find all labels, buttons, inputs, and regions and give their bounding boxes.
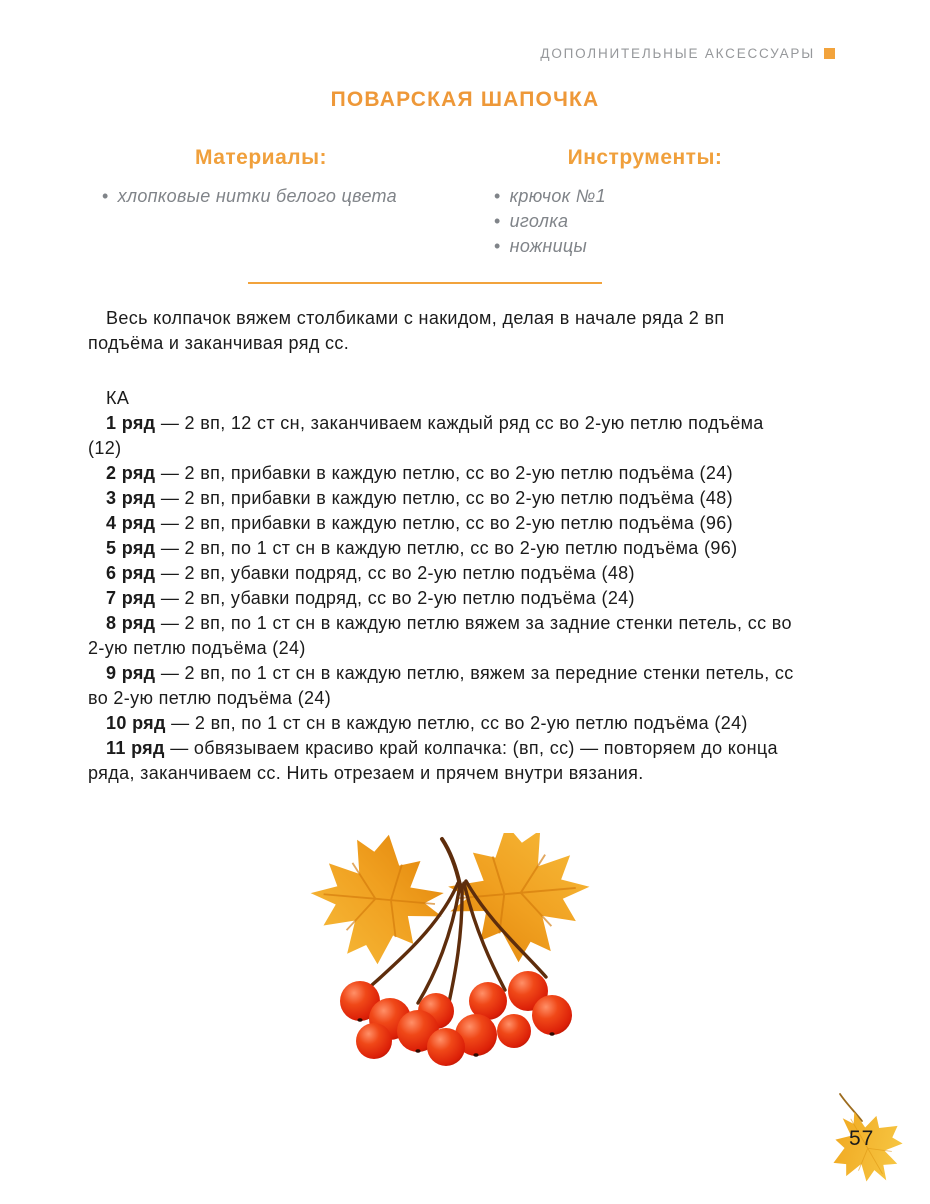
maple-leaves-berries-image — [300, 833, 615, 1071]
autumn-leaves-berries-illustration — [300, 833, 615, 1071]
list-item — [102, 184, 434, 209]
instruction-row — [88, 511, 802, 536]
row-text: — 2 вп, убавки подряд, сс во 2-ую петлю подъёма (48) — [160, 563, 635, 583]
materials-heading: Материалы: — [194, 146, 328, 169]
section-divider — [248, 282, 602, 284]
row-label: 9 ряд — [106, 663, 156, 683]
row-text: — 2 вп, прибавки в каждую петлю, сс во 2-ую петлю подъёма (96) — [160, 513, 733, 533]
instruction-row — [88, 661, 802, 711]
list-item — [494, 184, 810, 209]
orange-square-icon — [824, 48, 835, 59]
page-number: 57 — [849, 1127, 875, 1150]
bullet-icon — [102, 186, 118, 206]
instruction-row — [88, 536, 802, 561]
materials-section — [88, 146, 434, 209]
running-header — [540, 46, 835, 61]
instruction-row — [88, 411, 802, 461]
left-maple-leaf — [305, 833, 448, 969]
list-item — [494, 209, 810, 234]
instruction-row — [88, 611, 802, 661]
row-text: — 2 вп, прибавки в каждую петлю, сс во 2-ую петлю подъёма (24) — [160, 463, 733, 483]
tools-item-text: ножницы — [509, 236, 588, 256]
instruction-row — [88, 711, 802, 736]
row-text: — 2 вп, 12 ст сн, заканчиваем каждый ряд сс во 2-ую петлю подъёма (12) — [88, 413, 764, 458]
row-label: 5 ряд — [106, 538, 156, 558]
instruction-row — [88, 586, 802, 611]
tools-item-text: крючок №1 — [509, 186, 606, 206]
list-item — [494, 234, 810, 259]
row-label: 4 ряд — [106, 513, 156, 533]
row-label: 3 ряд — [106, 488, 156, 508]
tools-heading: Инструменты: — [567, 146, 723, 169]
tools-item-text: иголка — [509, 211, 569, 231]
row-label: 2 ряд — [106, 463, 156, 483]
row-text: — 2 вп, по 1 ст сн в каждую петлю, сс во 2-ую петлю подъёма (96) — [160, 538, 738, 558]
red-berries — [340, 971, 572, 1066]
tools-list — [480, 184, 810, 259]
row-text: — обвязываем красиво край колпачка: (вп, сс) — повторяем до конца ряда, заканчиваем сс. Нить отрезаем и прячем внутри вязания. — [88, 738, 778, 783]
row-label: 7 ряд — [106, 588, 156, 608]
instructions — [88, 306, 802, 786]
row-text: — 2 вп, по 1 ст сн в каждую петлю, вяжем за передние стенки петель, сс во 2-ую петлю подъёма (24) — [88, 663, 794, 708]
row-label: 6 ряд — [106, 563, 156, 583]
tools-section — [480, 146, 810, 259]
row-text: — 2 вп, убавки подряд, сс во 2-ую петлю подъёма (24) — [160, 588, 635, 608]
abbreviation: КА — [106, 388, 130, 408]
materials-list — [88, 184, 434, 209]
running-header-text: ДОПОЛНИТЕЛЬНЫЕ АКСЕССУАРЫ — [540, 46, 815, 61]
row-label: 11 ряд — [106, 738, 165, 758]
instruction-row — [88, 561, 802, 586]
instruction-row — [88, 736, 802, 786]
page-number-leaf — [820, 1090, 912, 1190]
row-label: 1 ряд — [106, 413, 156, 433]
bullet-icon — [494, 236, 510, 256]
instruction-row — [88, 486, 802, 511]
row-label: 8 ряд — [106, 613, 156, 633]
bullet-icon — [494, 186, 510, 206]
row-label: 10 ряд — [106, 713, 166, 733]
page-title: ПОВАРСКАЯ ШАПОЧКА — [330, 88, 600, 111]
row-text: — 2 вп, прибавки в каждую петлю, сс во 2-ую петлю подъёма (48) — [160, 488, 733, 508]
row-text: — 2 вп, по 1 ст сн в каждую петлю, сс во 2-ую петлю подъёма (24) — [171, 713, 748, 733]
bullet-icon — [494, 211, 510, 231]
row-text: — 2 вп, по 1 ст сн в каждую петлю вяжем за задние стенки петель, сс во 2-ую петлю подъёма (24) — [88, 613, 792, 658]
instruction-row — [88, 461, 802, 486]
materials-item-text: хлопковые нитки белого цвета — [117, 186, 397, 206]
intro-paragraph: Весь колпачок вяжем столбиками с накидом, делая в начале ряда 2 вп подъёма и заканчивая ряд сс. — [88, 308, 725, 353]
